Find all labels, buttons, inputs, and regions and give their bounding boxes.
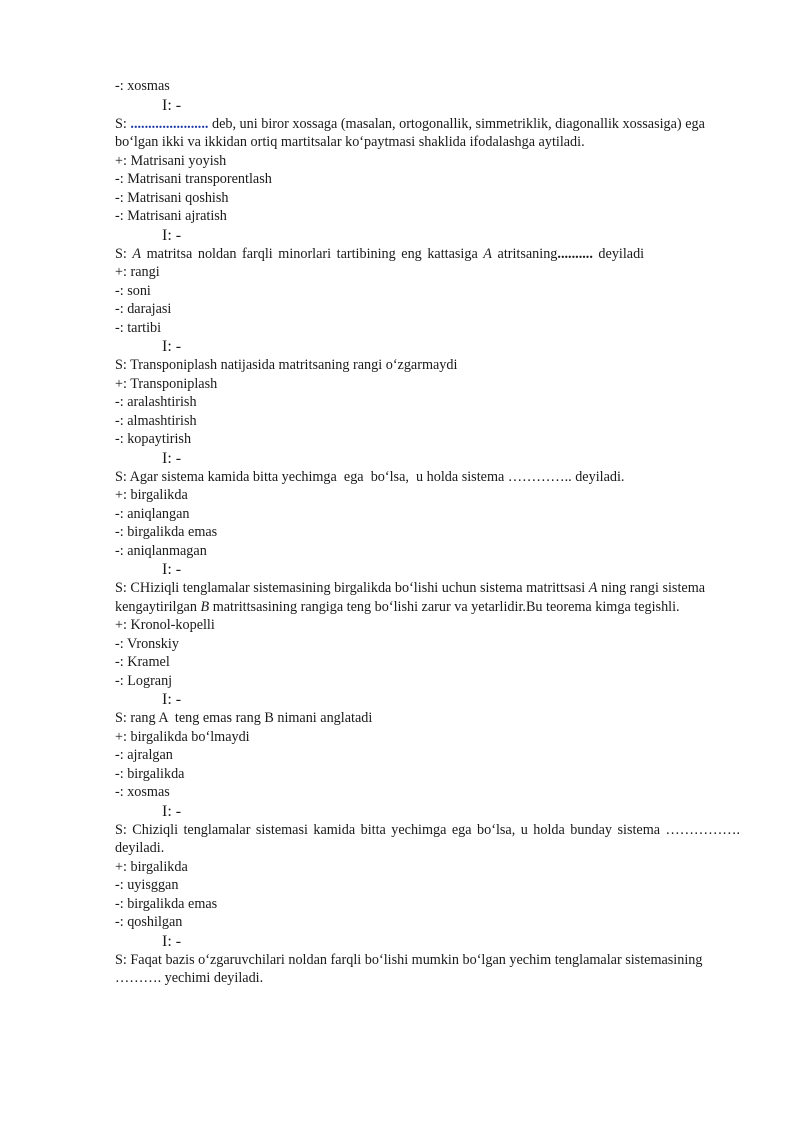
question-text: S: Faqat bazis o‘zgaruvchilari noldan farqli bo‘lishi mumkin bo‘lgan yechim tenglamalar sistemasining ………. yechimi deyiladi.	[115, 951, 703, 986]
question-text: S: rang A teng emas rang B nimani anglatadi	[115, 710, 373, 726]
answer-option: -: Matrisani transporentlash	[115, 171, 272, 187]
answer-option: -: soni	[115, 282, 151, 299]
answer-option: -: tartibi	[115, 319, 162, 336]
answer-option: -: birgalikda emas	[115, 895, 218, 912]
answer-option: -: Kramel	[115, 654, 170, 670]
answer-option: -: Vronskiy	[115, 635, 179, 652]
answer-option: -: Matrisani qoshish	[115, 189, 229, 206]
question-marker: I: -	[162, 338, 182, 355]
answer-correct: +: Matrisani yoyish	[115, 152, 227, 169]
question-marker: I: -	[162, 96, 182, 114]
question-text: S: A matritsa noldan farqli minorlari tartibining eng kattasiga A atritsaning.......... deyiladi	[115, 245, 645, 262]
question-text: S: CHiziqli tenglamalar sistemasining birgalikda bo‘lishi uchun sistema matrittsasi A ning rangi sistema kengaytirilgan B matrittsasining rangiga teng bo‘lishi zarur va yetarlidir.Bu teorema kimga tegishli.	[115, 580, 706, 615]
question-text: S: Agar sistema kamida bitta yechimga ega bo‘lsa, u holda sistema ………….. deyiladi.	[115, 468, 625, 485]
answer-option: -: darajasi	[115, 301, 172, 317]
answer-option: -: aniqlangan	[115, 505, 190, 522]
question-marker: I: -	[162, 561, 182, 578]
answer-correct: +: rangi	[115, 264, 160, 280]
answer-option: -: birgalikda emas	[115, 524, 218, 540]
answer-option: -: aniqlanmagan	[115, 542, 207, 559]
question-marker: I: -	[162, 802, 182, 820]
question-text: S: Chiziqli tenglamalar sistemasi kamida bitta yechimga ega bo‘lsa, u holda bunday sistema ……………. deyiladi.	[115, 821, 740, 856]
blank-dots: ..........	[557, 245, 593, 262]
question-marker: I: -	[162, 449, 182, 467]
option-line: -: xosmas	[115, 78, 170, 94]
answer-option: -: aralashtirish	[115, 394, 197, 410]
answer-option: -: birgalikda	[115, 765, 185, 782]
answer-option: -: almashtirish	[115, 412, 197, 429]
answer-option: -: kopaytirish	[115, 431, 192, 447]
answer-correct: +: birgalikda	[115, 858, 188, 875]
answer-correct: +: Kronol-kopelli	[115, 617, 215, 633]
answer-option: -: Logranj	[115, 672, 173, 689]
question-marker: I: -	[162, 691, 182, 708]
answer-option: -: xosmas	[115, 784, 170, 800]
question-text: S: ...................... deb, uni biror xossaga (masalan, ortogonallik, simmetriklik, diagonallik xossasiga) ega bo‘lgan ikki va ikkidan ortiq martitsalar ko‘paytmasi shaklida ifodalashga aytiladi.	[115, 115, 705, 150]
answer-correct: +: Transponiplash	[115, 375, 218, 392]
blank-dots: ......................	[130, 115, 209, 132]
answer-option: -: uyisggan	[115, 877, 179, 893]
question-text: S: Transponiplash natijasida matritsaning rangi o‘zgarmaydi	[115, 357, 458, 373]
answer-correct: +: birgalikda	[115, 487, 188, 503]
question-marker: I: -	[162, 226, 182, 244]
answer-option: -: ajralgan	[115, 747, 173, 763]
answer-correct: +: birgalikda bo‘lmaydi	[115, 728, 250, 745]
question-marker: I: -	[162, 932, 182, 950]
answer-option: -: Matrisani ajratish	[115, 208, 227, 224]
document-page	[115, 77, 740, 988]
answer-option: -: qoshilgan	[115, 914, 183, 930]
